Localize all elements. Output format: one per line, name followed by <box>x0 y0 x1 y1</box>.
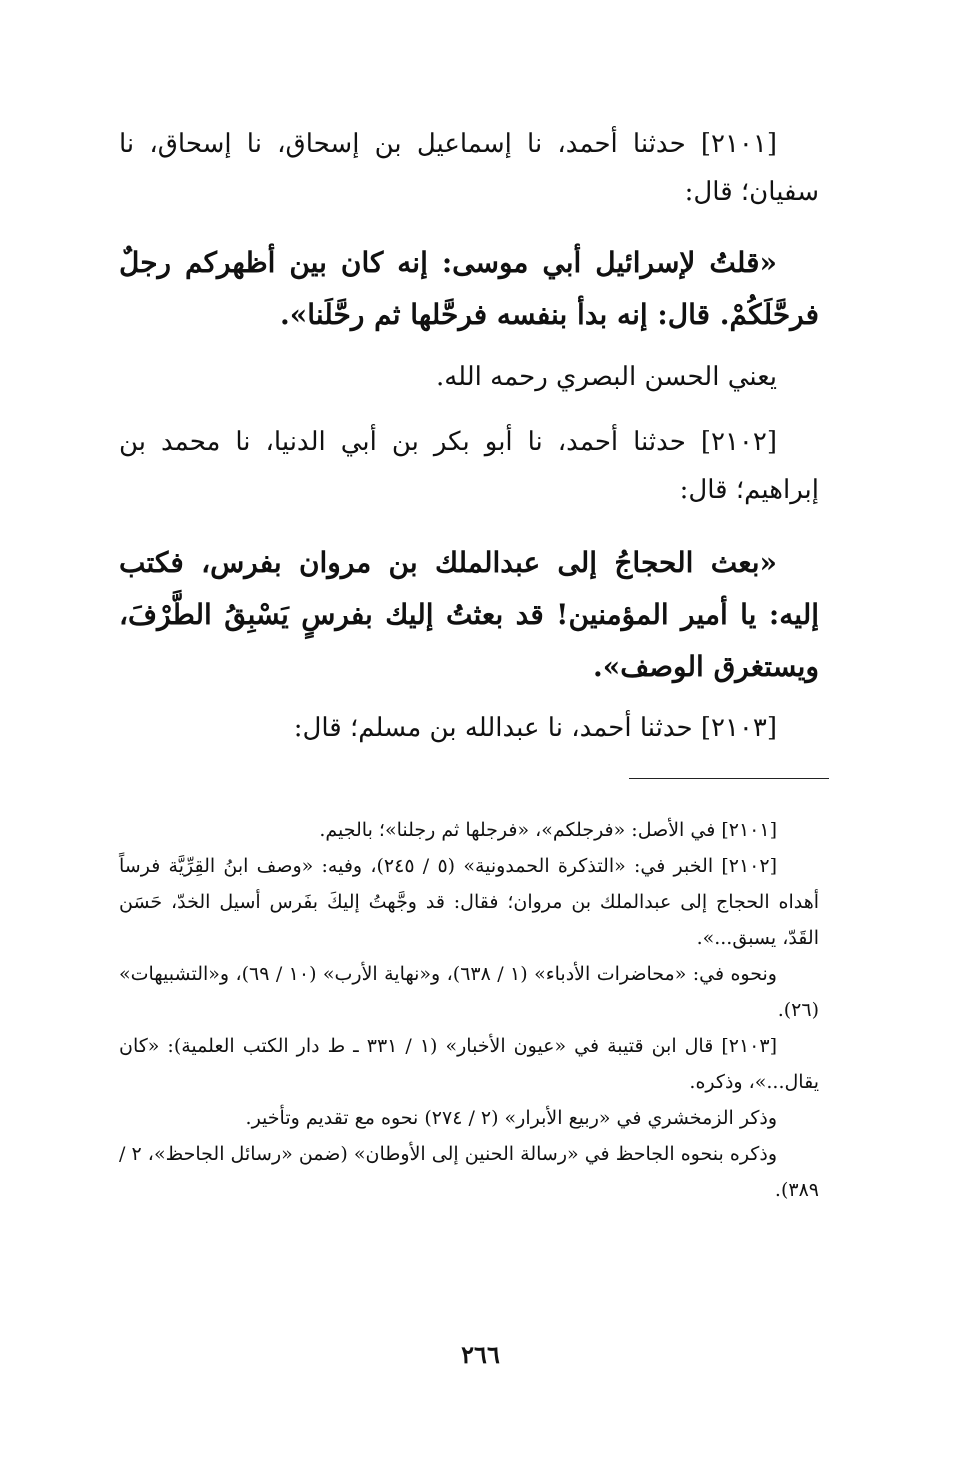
footnote-2102-similar: ونحوه في: «محاضرات الأدباء» (١ / ٦٣٨)، و«نهاية الأرب» (١٠ / ٦٩)، و«التشبيهات» (٢٦). <box>119 963 819 1021</box>
footnote-2103: [٢١٠٣] قال ابن قتيبة في «عيون الأخبار» (١ / ٣٣١ ـ ط دار الكتب العلمية): «كان يقال...»، وذكره. <box>119 1035 819 1093</box>
hadith-2101-intro <box>119 120 819 216</box>
hadith-2102-matn: «بعث الحجاجُ إلى عبدالملك بن مروان بفرس، فكتب إليه: يا أمير المؤمنين! قد بعثتُ إليك بفرسٍ يَسْبِقُ الطَّرْفَ، ويستغرق الوصف». <box>119 546 819 683</box>
footnote-2103-jahiz: وذكره بنحوه الجاحظ في «رسالة الحنين إلى الأوطان» (ضمن «رسائل الجاحظ»، ٢ / ٣٨٩). <box>119 1143 819 1201</box>
footnote-2101: [٢١٠١] في الأصل: «فرجلكم»، «فرجلها ثم رجلنا»؛ بالجيم. <box>319 819 777 841</box>
hadith-2101-quote-block <box>119 237 819 341</box>
hadith-2101-matn: «قلتُ لإسرائيل أبي موسى: إنه كان بين أظهركم رجلٌ فرحَّلَكُمْ. قال: إنه بدأ بنفسه فرحَّلها ثم رحَّلَنا». <box>119 246 819 331</box>
hadith-2101-isnad: [٢١٠١] حدثنا أحمد، نا إسماعيل بن إسحاق، نا إسحاق، نا سفيان؛ قال: <box>119 129 819 207</box>
footnote-separator <box>629 778 829 779</box>
hadith-2102-quote-block <box>119 537 819 693</box>
hadith-2101-note: يعني الحسن البصري رحمه الله. <box>435 362 777 392</box>
footnote-2102: [٢١٠٢] الخبر في: «التذكرة الحمدونية» (٥ / ٢٤٥)، وفيه: «وصف ابنُ القِرِّيَّة فرساً أهداه الحجاج إلى عبدالملك بن مروان؛ فقال: قد وجَّهتُ إليكَ بفَرس أسيل الخدّ، حَسَن القَدّ، يسبق...». <box>119 855 819 949</box>
hadith-2101-note-block <box>119 353 819 401</box>
hadith-2103-intro-block <box>119 704 819 752</box>
hadith-2103-isnad: [٢١٠٣] حدثنا أحمد، نا عبدالله بن مسلم؛ قال: <box>293 713 777 743</box>
page-number: ٢٦٦ <box>461 1340 500 1369</box>
hadith-2102-intro-block <box>119 418 819 514</box>
hadith-2102-isnad: [٢١٠٢] حدثنا أحمد، نا أبو بكر بن أبي الدنيا، نا محمد بن إبراهيم؛ قال: <box>119 427 819 505</box>
footnotes <box>119 812 819 1208</box>
footnote-2103-zamakhshari: وذكر الزمخشري في «ربيع الأبرار» (٢ / ٢٧٤) نحوه مع تقديم وتأخير. <box>245 1107 777 1129</box>
